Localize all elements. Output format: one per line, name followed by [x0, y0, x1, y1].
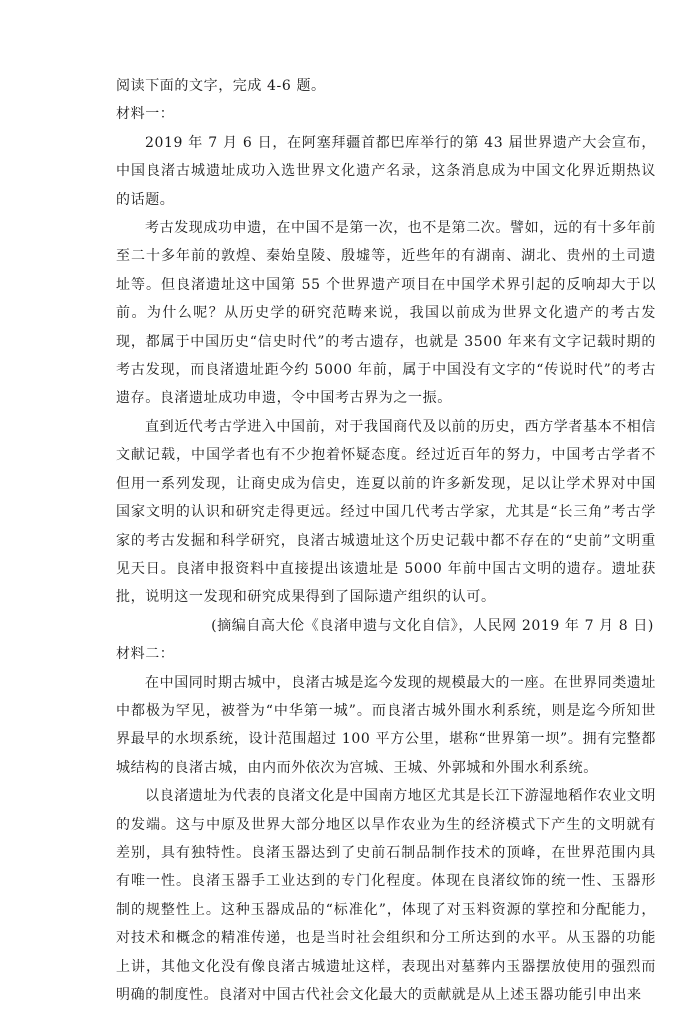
question-intro: 阅读下面的文字，完成 4-6 题。: [116, 78, 326, 94]
material-one-heading: 材料一：: [116, 106, 175, 123]
material-two-heading: 材料二：: [116, 646, 175, 663]
material-one-paragraph-3: 直到近代考古学进入中国前，对于我国商代及以前的历史，西方学者基本不相信文献记载，中国学者也有不少抱着怀疑态度。经过近百年的努力，中国考古学者不但用一系列发现，让商史成为信史，连夏以前的许多新发现，足以让学术界对中国国家文明的认识和研究走得更远。经过中国几代考古学家，尤其是“长三角”考古学家的考古发掘和科学研究，良渚古城遗址这个历史记载中都不存在的“史前”文明重见天日。良渚申报资料中直接提出该遗址是 5000 年前中国古文明的遗存。遗址获批，说明这一发现和研究成果得到了国际遗产组织的认可。: [116, 418, 656, 606]
material-two-paragraph-1: 在中国同时期古城中，良渚古城是迄今发现的规模最大的一座。在世界同类遗址中都极为罕见，被誉为“中华第一城”。而良渚古城外围水利系统，则是迄今所知世界最早的水坝系统，设计范围超过 100 平方公里，堪称“世界第一坝”。拥有完整都城结构的良渚古城，由内而外依次为宫城、王城、外郭城和外围水利系统。: [116, 674, 656, 776]
material-one-paragraph-2: 考古发现成功申遗，在中国不是第一次，也不是第二次。譬如，远的有十多年前至二十多年前的敦煌、秦始皇陵、殷墟等，近些年的有湖南、湖北、贵州的土司遗址等。但良渚遗址这中国第 55 个世界遗产项目在中国学术界引起的反响却大于以前。为什么呢？从历史学的研究范畴来说，我国以前成为世界文化遗产的考古发现，都属于中国历史“信史时代”的考古遗存，也就是 3500 年来有文字记载时期的考古发现，而良渚遗址距今约 5000 年前，属于中国没有文字的“传说时代”的考古遗存。良渚遗址成功申遗，令中国考古界为之一振。: [116, 220, 656, 407]
document-page: [116, 72, 656, 1009]
material-one-source: (摘编自高大伦《良渚申遗与文化自信》，人民网 2019 年 7 月 8 日): [211, 617, 654, 634]
material-one-paragraph-1: 2019 年 7 月 6 日，在阿塞拜疆首都巴库举行的第 43 届世界遗产大会宣布，中国良渚古城遗址成功入选世界文化遗产名录，这条消息成为中国文化界近期热议的话题。: [116, 134, 656, 208]
material-two-paragraph-2: 以良渚遗址为代表的良渚文化是中国南方地区尤其是长江下游湿地稻作农业文明的发端。这与中原及世界大部分地区以旱作农业为生的经济模式下产生的文明就有差别，具有独特性。良渚玉器达到了史前石制品制作技术的顶峰，在世界范围内具有唯一性。良渚玉器手工业达到的专门化程度。体现在良渚纹饰的统一性、玉器形制的规整性上。这种玉器成品的“标准化”，体现了对玉料资源的掌控和分配能力，对技术和概念的精准传递，也是当时社会组织和分工所达到的水平。从玉器的功能上讲，其他文化没有像良渚古城遗址这样，表现出对墓葬内玉器摆放使用的强烈而明确的制度性。良渚对中国古代社会文化最大的贡献就是从上述玉器功能引申出来: [116, 788, 656, 1003]
